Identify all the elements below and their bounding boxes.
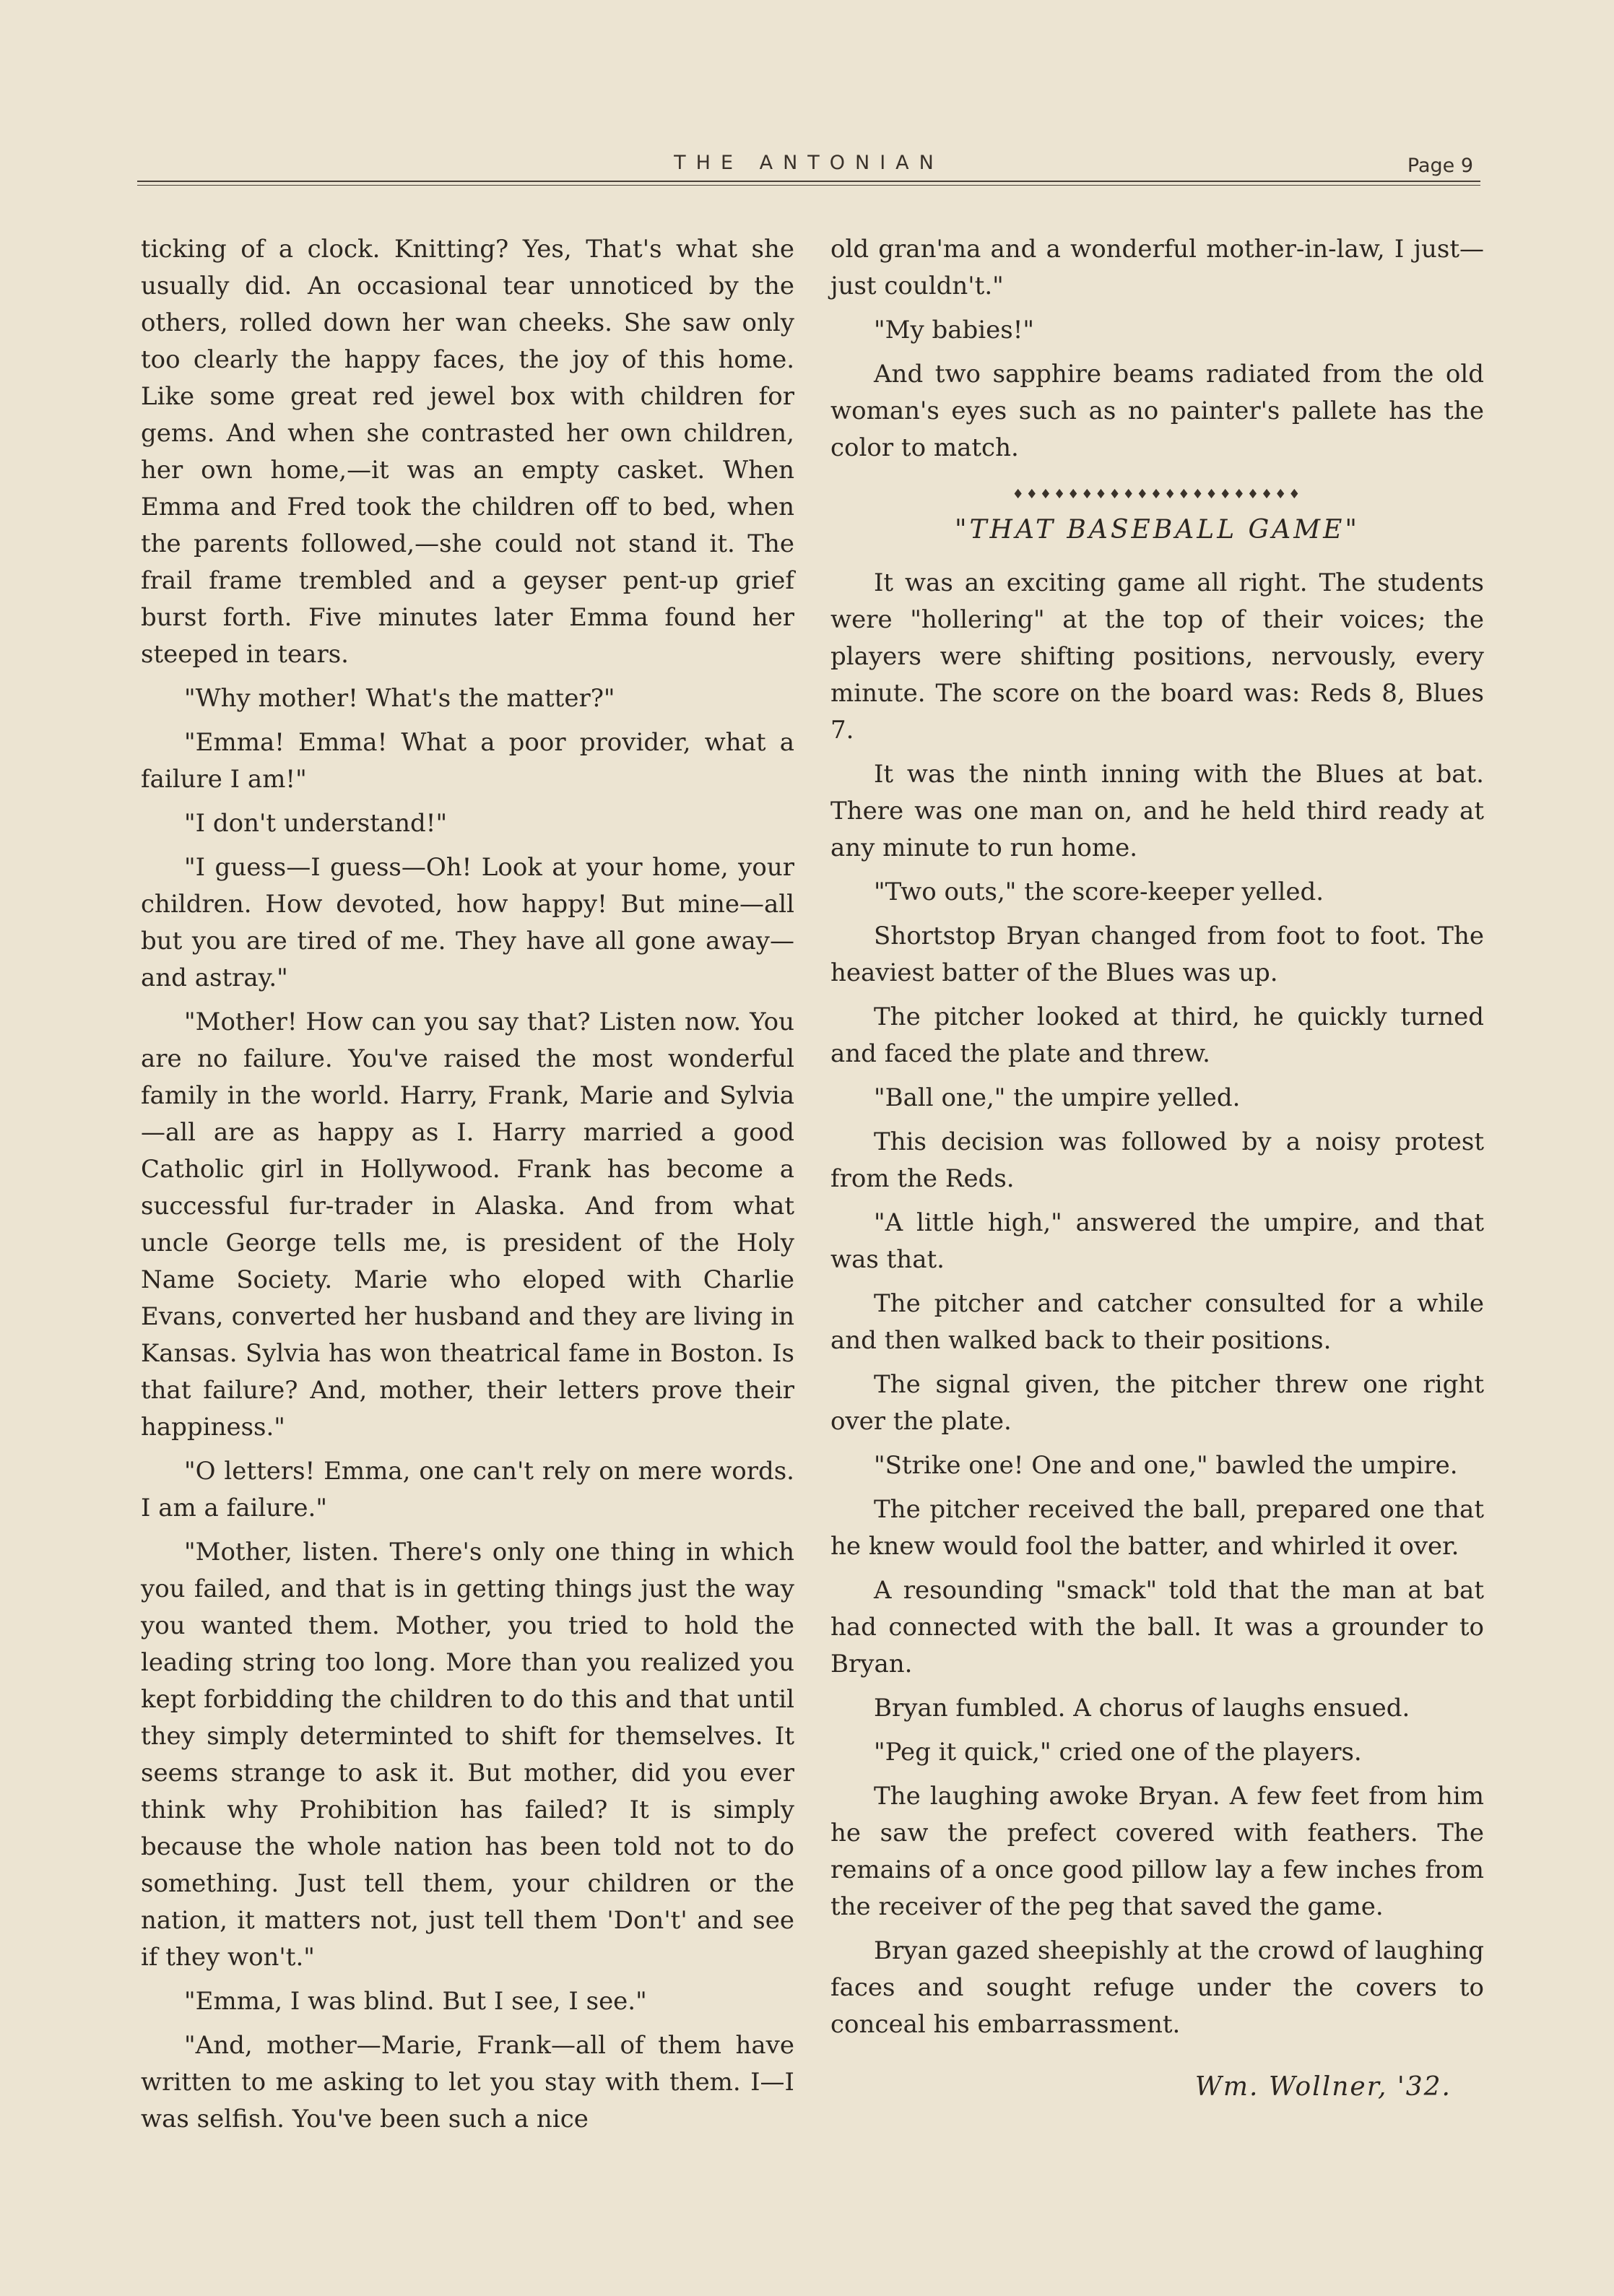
paragraph: "Why mother! What's the matter?" — [184, 684, 615, 713]
paragraph: The pitcher received the ball, prepared one that he knew would fool the batter, and whirled it over. — [830, 1495, 1484, 1561]
paragraph: Bryan fumbled. A chorus of laughs ensued. — [874, 1694, 1410, 1723]
paragraph: "Mother, listen. There's only one thing in which you failed, and that is in getting things just the way you wanted them. Mother, you tried to hold the leading string too long. More than you realized you kept forbidding the children to do this and that until they simply determinted to shift for themselves. It seems strange to ask it. But mother, did you ever think why Prohibition has failed? It is simply because the whole nation has been told not to do something. Just tell them, your children or the nation, it matters not, just tell them 'Don't' and see if they won't." — [141, 1538, 794, 1972]
paragraph: It was an exciting game all right. The students were "hollering" at the top of their voices; the players were shifting positions, nervously, every minute. The score on the board was: Reds 8, Blues 7. — [830, 568, 1484, 745]
paragraph: "Mother! How can you say that? Listen now. You are no failure. You've raised the most wonderful family in the world. Harry, Frank, Marie and Sylvia—all are as happy as I. Harry married a good Catholic girl in Hollywood. Frank has become a successful fur-trader in Alaska. And from what uncle George tells me, is president of the Holy Name Society. Marie who eloped with Charlie Evans, converted her husband and they are living in Kansas. Sylvia has won theatrical fame in Boston. Is that failure? And, mother, their letters prove their happiness." — [141, 1008, 794, 1442]
paragraph: It was the ninth inning with the Blues at bat. There was one man on, and he held third ready at any minute to run home. — [830, 760, 1484, 862]
story-title: "THAT BASEBALL GAME" — [954, 515, 1360, 545]
header-rule — [137, 181, 1480, 182]
paragraph: "Strike one! One and one," bawled the umpire. — [874, 1451, 1458, 1480]
paragraph: "Two outs," the score-keeper yelled. — [874, 878, 1324, 906]
author-signature: Wm. Wollner, '32. — [1194, 2072, 1452, 2102]
header-rule-thin — [137, 185, 1480, 186]
paragraph: The laughing awoke Bryan. A few feet from him he saw the prefect covered with feathers. The remains of a once good pillow lay a few inches from the receiver of the peg that saved the game. — [830, 1782, 1484, 1921]
paragraph: The pitcher looked at third, he quickly turned and faced the plate and threw. — [830, 1002, 1484, 1068]
left-column — [141, 231, 794, 2145]
paragraph: The signal given, the pitcher threw one right over the plate. — [830, 1370, 1484, 1436]
paragraph: And two sapphire beams radiated from the old woman's eyes such as no painter's pallete has the color to match. — [830, 360, 1484, 462]
paragraph: "I guess—I guess—Oh! Look at your home, your children. How devoted, how happy! But mine—all but you are tired of me. They have all gone away—and astray." — [141, 853, 794, 992]
page-header — [137, 152, 1480, 185]
paragraph: "A little high," answered the umpire, and that was that. — [830, 1208, 1484, 1274]
paragraph: "O letters! Emma, one can't rely on mere words. I am a failure." — [141, 1457, 794, 1522]
paragraph: old gran'ma and a wonderful mother-in-law, I just—just couldn't." — [830, 235, 1484, 300]
paragraph: A resounding "smack" told that the man at bat had connected with the ball. It was a grounder to Bryan. — [830, 1576, 1484, 1678]
paragraph: "Peg it quick," cried one of the players. — [874, 1738, 1362, 1767]
paragraph: Shortstop Bryan changed from foot to foot. The heaviest batter of the Blues was up. — [830, 922, 1484, 987]
paragraph: The pitcher and catcher consulted for a while and then walked back to their positions. — [830, 1289, 1484, 1355]
paragraph: ticking of a clock. Knitting? Yes, That's what she usually did. An occasional tear unnoticed by the others, rolled down her wan cheeks. She saw only too clearly the happy faces, the joy of this home. Like some great red jewel box with children for gems. And when she contrasted her own children, her own home,—it was an empty casket. When Emma and Fred took the children off to bed, when the parents followed,—she could not stand it. The frail frame trembled and a geyser pent-up grief burst forth. Five minutes later Emma found her steeped in tears. — [141, 235, 794, 669]
paragraph: "Emma! Emma! What a poor provider, what a failure I am!" — [141, 728, 794, 794]
section-divider-ornament: ♦♦♦♦♦♦♦♦♦♦♦♦♦♦♦♦♦♦♦♦♦ — [1012, 487, 1303, 502]
paragraph: This decision was followed by a noisy protest from the Reds. — [830, 1127, 1484, 1193]
paragraph: "And, mother—Marie, Frank—all of them have written to me asking to let you stay with them. I—I was selfish. You've been such a nice — [141, 2031, 794, 2133]
page-number: Page 9 — [1407, 155, 1473, 177]
paragraph: "I don't understand!" — [184, 809, 448, 838]
paragraph: "Ball one," the umpire yelled. — [874, 1083, 1241, 1112]
paragraph: Bryan gazed sheepishly at the crowd of laughing faces and sought refuge under the covers to conceal his embarrassment. — [830, 1936, 1484, 2039]
paragraph: "Emma, I was blind. But I see, I see." — [184, 1987, 647, 2016]
paragraph: "My babies!" — [874, 316, 1035, 345]
masthead: THE ANTONIAN — [674, 152, 944, 174]
right-column — [830, 231, 1484, 2102]
